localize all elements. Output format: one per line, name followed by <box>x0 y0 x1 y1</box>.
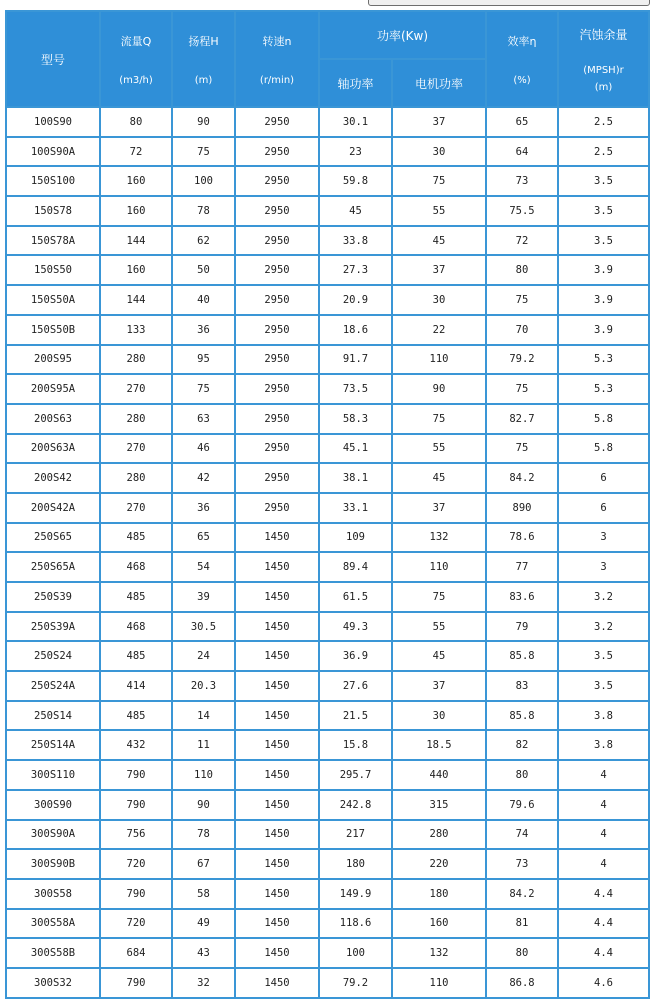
cell-eff: 79.2 <box>487 346 557 374</box>
cell-npsh: 3.5 <box>559 227 648 255</box>
cell-speed: 1450 <box>236 553 318 581</box>
cell-npsh: 3.8 <box>559 731 648 759</box>
cell-npsh: 4 <box>559 761 648 789</box>
cell-npsh: 3.5 <box>559 672 648 700</box>
cell-flow: 144 <box>101 286 171 314</box>
cell-flow: 72 <box>101 138 171 166</box>
cell-speed: 1450 <box>236 910 318 938</box>
cell-head: 95 <box>173 346 234 374</box>
cell-eff: 79.6 <box>487 791 557 819</box>
cell-flow: 485 <box>101 642 171 670</box>
table-row <box>7 316 648 344</box>
cell-npsh: 3.9 <box>559 256 648 284</box>
header-speed: 转速n (r/min) <box>236 12 318 106</box>
header-efficiency: 效率η (%) <box>487 12 557 106</box>
table-row <box>7 553 648 581</box>
cell-flow: 280 <box>101 405 171 433</box>
cell-shaft: 79.2 <box>320 969 391 997</box>
cell-shaft: 59.8 <box>320 167 391 195</box>
cell-head: 36 <box>173 494 234 522</box>
cell-shaft: 21.5 <box>320 702 391 730</box>
header-shaft-power: 轴功率 <box>320 60 391 106</box>
cell-flow: 280 <box>101 464 171 492</box>
cell-npsh: 4.4 <box>559 939 648 967</box>
table-row <box>7 524 648 552</box>
cell-motor: 440 <box>393 761 485 789</box>
cell-motor: 55 <box>393 435 485 463</box>
cell-npsh: 3.9 <box>559 316 648 344</box>
cell-shaft: 242.8 <box>320 791 391 819</box>
cell-speed: 1450 <box>236 850 318 878</box>
cell-eff: 80 <box>487 761 557 789</box>
cell-model: 200S63A <box>7 435 99 463</box>
cell-eff: 75 <box>487 286 557 314</box>
cell-shaft: 217 <box>320 821 391 849</box>
cell-flow: 432 <box>101 731 171 759</box>
cell-npsh: 3.5 <box>559 167 648 195</box>
cell-flow: 160 <box>101 167 171 195</box>
cell-npsh: 4 <box>559 821 648 849</box>
cell-eff: 74 <box>487 821 557 849</box>
cell-model: 250S65 <box>7 524 99 552</box>
cell-flow: 468 <box>101 553 171 581</box>
cell-motor: 37 <box>393 672 485 700</box>
cell-eff: 83.6 <box>487 583 557 611</box>
cell-flow: 756 <box>101 821 171 849</box>
header-motor-power: 电机功率 <box>393 60 485 106</box>
cell-model: 200S95 <box>7 346 99 374</box>
cell-head: 58 <box>173 880 234 908</box>
cell-npsh: 4 <box>559 850 648 878</box>
header-power: 功率(Kw) <box>320 12 485 58</box>
table-row <box>7 197 648 225</box>
cell-model: 100S90 <box>7 108 99 136</box>
cell-flow: 790 <box>101 761 171 789</box>
table-row <box>7 761 648 789</box>
cell-motor: 132 <box>393 939 485 967</box>
cell-motor: 45 <box>393 464 485 492</box>
table-row <box>7 256 648 284</box>
cell-flow: 270 <box>101 375 171 403</box>
cell-shaft: 89.4 <box>320 553 391 581</box>
cell-shaft: 45 <box>320 197 391 225</box>
cell-flow: 160 <box>101 197 171 225</box>
cell-shaft: 295.7 <box>320 761 391 789</box>
cell-eff: 65 <box>487 108 557 136</box>
cell-speed: 2950 <box>236 375 318 403</box>
cell-npsh: 6 <box>559 494 648 522</box>
cell-model: 250S39 <box>7 583 99 611</box>
cell-head: 11 <box>173 731 234 759</box>
cell-eff: 73 <box>487 850 557 878</box>
cell-head: 75 <box>173 138 234 166</box>
cell-head: 54 <box>173 553 234 581</box>
cell-speed: 1450 <box>236 939 318 967</box>
cell-shaft: 15.8 <box>320 731 391 759</box>
cell-model: 300S58 <box>7 880 99 908</box>
table-row <box>7 939 648 967</box>
cell-shaft: 118.6 <box>320 910 391 938</box>
cell-eff: 80 <box>487 256 557 284</box>
cell-shaft: 49.3 <box>320 613 391 641</box>
cell-model: 200S42 <box>7 464 99 492</box>
table-row <box>7 464 648 492</box>
cell-speed: 2950 <box>236 138 318 166</box>
table-row <box>7 642 648 670</box>
cell-eff: 77 <box>487 553 557 581</box>
table-row <box>7 108 648 136</box>
cell-head: 75 <box>173 375 234 403</box>
cell-speed: 1450 <box>236 731 318 759</box>
cell-model: 300S58B <box>7 939 99 967</box>
cell-flow: 720 <box>101 910 171 938</box>
spec-table-container <box>5 10 650 999</box>
cell-motor: 45 <box>393 227 485 255</box>
cell-npsh: 4.4 <box>559 910 648 938</box>
cell-flow: 720 <box>101 850 171 878</box>
cell-head: 90 <box>173 791 234 819</box>
table-row <box>7 702 648 730</box>
cell-eff: 81 <box>487 910 557 938</box>
cell-motor: 22 <box>393 316 485 344</box>
cell-head: 20.3 <box>173 672 234 700</box>
cell-head: 39 <box>173 583 234 611</box>
table-row <box>7 613 648 641</box>
cell-speed: 2950 <box>236 494 318 522</box>
table-row <box>7 227 648 255</box>
cell-shaft: 109 <box>320 524 391 552</box>
cell-model: 300S32 <box>7 969 99 997</box>
cell-speed: 1450 <box>236 969 318 997</box>
cell-model: 200S95A <box>7 375 99 403</box>
cell-npsh: 5.3 <box>559 346 648 374</box>
cell-model: 150S78 <box>7 197 99 225</box>
cell-shaft: 20.9 <box>320 286 391 314</box>
cell-motor: 75 <box>393 405 485 433</box>
cell-motor: 160 <box>393 910 485 938</box>
cell-npsh: 3 <box>559 524 648 552</box>
cell-eff: 79 <box>487 613 557 641</box>
cell-shaft: 149.9 <box>320 880 391 908</box>
cell-model: 250S39A <box>7 613 99 641</box>
cell-speed: 1450 <box>236 702 318 730</box>
cell-shaft: 30.1 <box>320 108 391 136</box>
cell-shaft: 23 <box>320 138 391 166</box>
cell-motor: 30 <box>393 702 485 730</box>
table-row <box>7 138 648 166</box>
cell-head: 42 <box>173 464 234 492</box>
cell-shaft: 45.1 <box>320 435 391 463</box>
cell-model: 200S42A <box>7 494 99 522</box>
table-row <box>7 494 648 522</box>
cell-eff: 85.8 <box>487 702 557 730</box>
cell-model: 300S90A <box>7 821 99 849</box>
table-row <box>7 850 648 878</box>
cell-motor: 280 <box>393 821 485 849</box>
cell-flow: 144 <box>101 227 171 255</box>
cell-head: 63 <box>173 405 234 433</box>
cell-shaft: 38.1 <box>320 464 391 492</box>
cell-shaft: 27.6 <box>320 672 391 700</box>
cell-speed: 1450 <box>236 821 318 849</box>
cell-model: 250S24A <box>7 672 99 700</box>
cell-head: 100 <box>173 167 234 195</box>
cell-motor: 315 <box>393 791 485 819</box>
cell-eff: 75.5 <box>487 197 557 225</box>
cell-speed: 2950 <box>236 167 318 195</box>
cell-model: 250S14A <box>7 731 99 759</box>
cell-eff: 73 <box>487 167 557 195</box>
top-tab-fragment[interactable] <box>368 0 650 6</box>
cell-model: 300S110 <box>7 761 99 789</box>
cell-shaft: 36.9 <box>320 642 391 670</box>
cell-motor: 37 <box>393 494 485 522</box>
cell-speed: 2950 <box>236 286 318 314</box>
cell-speed: 2950 <box>236 346 318 374</box>
cell-speed: 1450 <box>236 761 318 789</box>
cell-motor: 30 <box>393 286 485 314</box>
cell-shaft: 58.3 <box>320 405 391 433</box>
cell-motor: 45 <box>393 642 485 670</box>
header-flow: 流量Q (m3/h) <box>101 12 171 106</box>
cell-speed: 2950 <box>236 405 318 433</box>
cell-eff: 890 <box>487 494 557 522</box>
cell-head: 78 <box>173 197 234 225</box>
cell-npsh: 2.5 <box>559 108 648 136</box>
table-row <box>7 910 648 938</box>
cell-head: 46 <box>173 435 234 463</box>
table-row <box>7 435 648 463</box>
cell-speed: 2950 <box>236 464 318 492</box>
cell-flow: 133 <box>101 316 171 344</box>
table-row <box>7 167 648 195</box>
cell-model: 100S90A <box>7 138 99 166</box>
cell-model: 300S90 <box>7 791 99 819</box>
cell-motor: 55 <box>393 197 485 225</box>
cell-model: 300S58A <box>7 910 99 938</box>
table-row <box>7 969 648 997</box>
cell-motor: 37 <box>393 108 485 136</box>
cell-motor: 110 <box>393 346 485 374</box>
cell-model: 150S78A <box>7 227 99 255</box>
cell-eff: 82.7 <box>487 405 557 433</box>
cell-flow: 485 <box>101 524 171 552</box>
cell-speed: 2950 <box>236 256 318 284</box>
cell-flow: 485 <box>101 583 171 611</box>
cell-head: 110 <box>173 761 234 789</box>
cell-shaft: 100 <box>320 939 391 967</box>
cell-flow: 280 <box>101 346 171 374</box>
cell-flow: 270 <box>101 494 171 522</box>
header-head: 扬程H (m) <box>173 12 234 106</box>
header-model: 型号 <box>7 12 99 106</box>
cell-head: 24 <box>173 642 234 670</box>
cell-head: 49 <box>173 910 234 938</box>
cell-flow: 414 <box>101 672 171 700</box>
cell-eff: 70 <box>487 316 557 344</box>
cell-speed: 2950 <box>236 108 318 136</box>
cell-shaft: 33.1 <box>320 494 391 522</box>
cell-motor: 110 <box>393 969 485 997</box>
table-row <box>7 672 648 700</box>
cell-motor: 220 <box>393 850 485 878</box>
cell-flow: 270 <box>101 435 171 463</box>
cell-eff: 86.8 <box>487 969 557 997</box>
table-row <box>7 286 648 314</box>
table-row <box>7 791 648 819</box>
cell-flow: 160 <box>101 256 171 284</box>
cell-model: 150S50 <box>7 256 99 284</box>
cell-head: 67 <box>173 850 234 878</box>
cell-npsh: 5.3 <box>559 375 648 403</box>
cell-speed: 1450 <box>236 672 318 700</box>
cell-flow: 468 <box>101 613 171 641</box>
cell-head: 43 <box>173 939 234 967</box>
table-row <box>7 583 648 611</box>
cell-motor: 18.5 <box>393 731 485 759</box>
cell-eff: 78.6 <box>487 524 557 552</box>
cell-shaft: 18.6 <box>320 316 391 344</box>
pump-spec-table <box>5 10 650 999</box>
cell-motor: 132 <box>393 524 485 552</box>
cell-flow: 790 <box>101 969 171 997</box>
cell-eff: 84.2 <box>487 464 557 492</box>
cell-shaft: 27.3 <box>320 256 391 284</box>
cell-flow: 790 <box>101 791 171 819</box>
cell-npsh: 5.8 <box>559 405 648 433</box>
cell-head: 30.5 <box>173 613 234 641</box>
table-row <box>7 346 648 374</box>
cell-model: 200S63 <box>7 405 99 433</box>
cell-npsh: 6 <box>559 464 648 492</box>
cell-motor: 180 <box>393 880 485 908</box>
cell-speed: 1450 <box>236 524 318 552</box>
cell-npsh: 4.6 <box>559 969 648 997</box>
table-row <box>7 375 648 403</box>
cell-head: 50 <box>173 256 234 284</box>
cell-motor: 37 <box>393 256 485 284</box>
cell-motor: 75 <box>393 583 485 611</box>
cell-motor: 55 <box>393 613 485 641</box>
cell-speed: 1450 <box>236 880 318 908</box>
cell-model: 250S24 <box>7 642 99 670</box>
cell-npsh: 5.8 <box>559 435 648 463</box>
cell-eff: 72 <box>487 227 557 255</box>
table-row <box>7 880 648 908</box>
cell-head: 90 <box>173 108 234 136</box>
cell-speed: 2950 <box>236 435 318 463</box>
cell-flow: 684 <box>101 939 171 967</box>
cell-eff: 84.2 <box>487 880 557 908</box>
cell-npsh: 3.8 <box>559 702 648 730</box>
cell-eff: 85.8 <box>487 642 557 670</box>
cell-speed: 1450 <box>236 791 318 819</box>
cell-head: 62 <box>173 227 234 255</box>
cell-model: 150S50B <box>7 316 99 344</box>
cell-npsh: 4.4 <box>559 880 648 908</box>
cell-npsh: 4 <box>559 791 648 819</box>
cell-eff: 80 <box>487 939 557 967</box>
cell-npsh: 3.9 <box>559 286 648 314</box>
cell-speed: 2950 <box>236 197 318 225</box>
cell-shaft: 91.7 <box>320 346 391 374</box>
cell-shaft: 61.5 <box>320 583 391 611</box>
cell-npsh: 3 <box>559 553 648 581</box>
cell-npsh: 3.2 <box>559 583 648 611</box>
table-row <box>7 405 648 433</box>
cell-eff: 64 <box>487 138 557 166</box>
cell-head: 14 <box>173 702 234 730</box>
cell-head: 78 <box>173 821 234 849</box>
cell-head: 32 <box>173 969 234 997</box>
cell-flow: 790 <box>101 880 171 908</box>
cell-speed: 1450 <box>236 583 318 611</box>
cell-npsh: 3.5 <box>559 197 648 225</box>
cell-model: 300S90B <box>7 850 99 878</box>
cell-npsh: 2.5 <box>559 138 648 166</box>
cell-speed: 1450 <box>236 613 318 641</box>
cell-shaft: 33.8 <box>320 227 391 255</box>
cell-npsh: 3.2 <box>559 613 648 641</box>
header-npsh: 汽蚀余量 (MPSH)r (m) <box>559 12 648 106</box>
cell-model: 250S65A <box>7 553 99 581</box>
cell-speed: 1450 <box>236 642 318 670</box>
cell-head: 36 <box>173 316 234 344</box>
cell-speed: 2950 <box>236 316 318 344</box>
cell-flow: 80 <box>101 108 171 136</box>
cell-motor: 110 <box>393 553 485 581</box>
cell-eff: 75 <box>487 435 557 463</box>
cell-eff: 83 <box>487 672 557 700</box>
cell-model: 250S14 <box>7 702 99 730</box>
cell-head: 40 <box>173 286 234 314</box>
cell-motor: 90 <box>393 375 485 403</box>
table-row <box>7 731 648 759</box>
cell-eff: 75 <box>487 375 557 403</box>
cell-motor: 30 <box>393 138 485 166</box>
cell-head: 65 <box>173 524 234 552</box>
cell-shaft: 73.5 <box>320 375 391 403</box>
cell-flow: 485 <box>101 702 171 730</box>
cell-shaft: 180 <box>320 850 391 878</box>
cell-npsh: 3.5 <box>559 642 648 670</box>
table-row <box>7 821 648 849</box>
cell-eff: 82 <box>487 731 557 759</box>
cell-motor: 75 <box>393 167 485 195</box>
cell-speed: 2950 <box>236 227 318 255</box>
cell-model: 150S100 <box>7 167 99 195</box>
cell-model: 150S50A <box>7 286 99 314</box>
